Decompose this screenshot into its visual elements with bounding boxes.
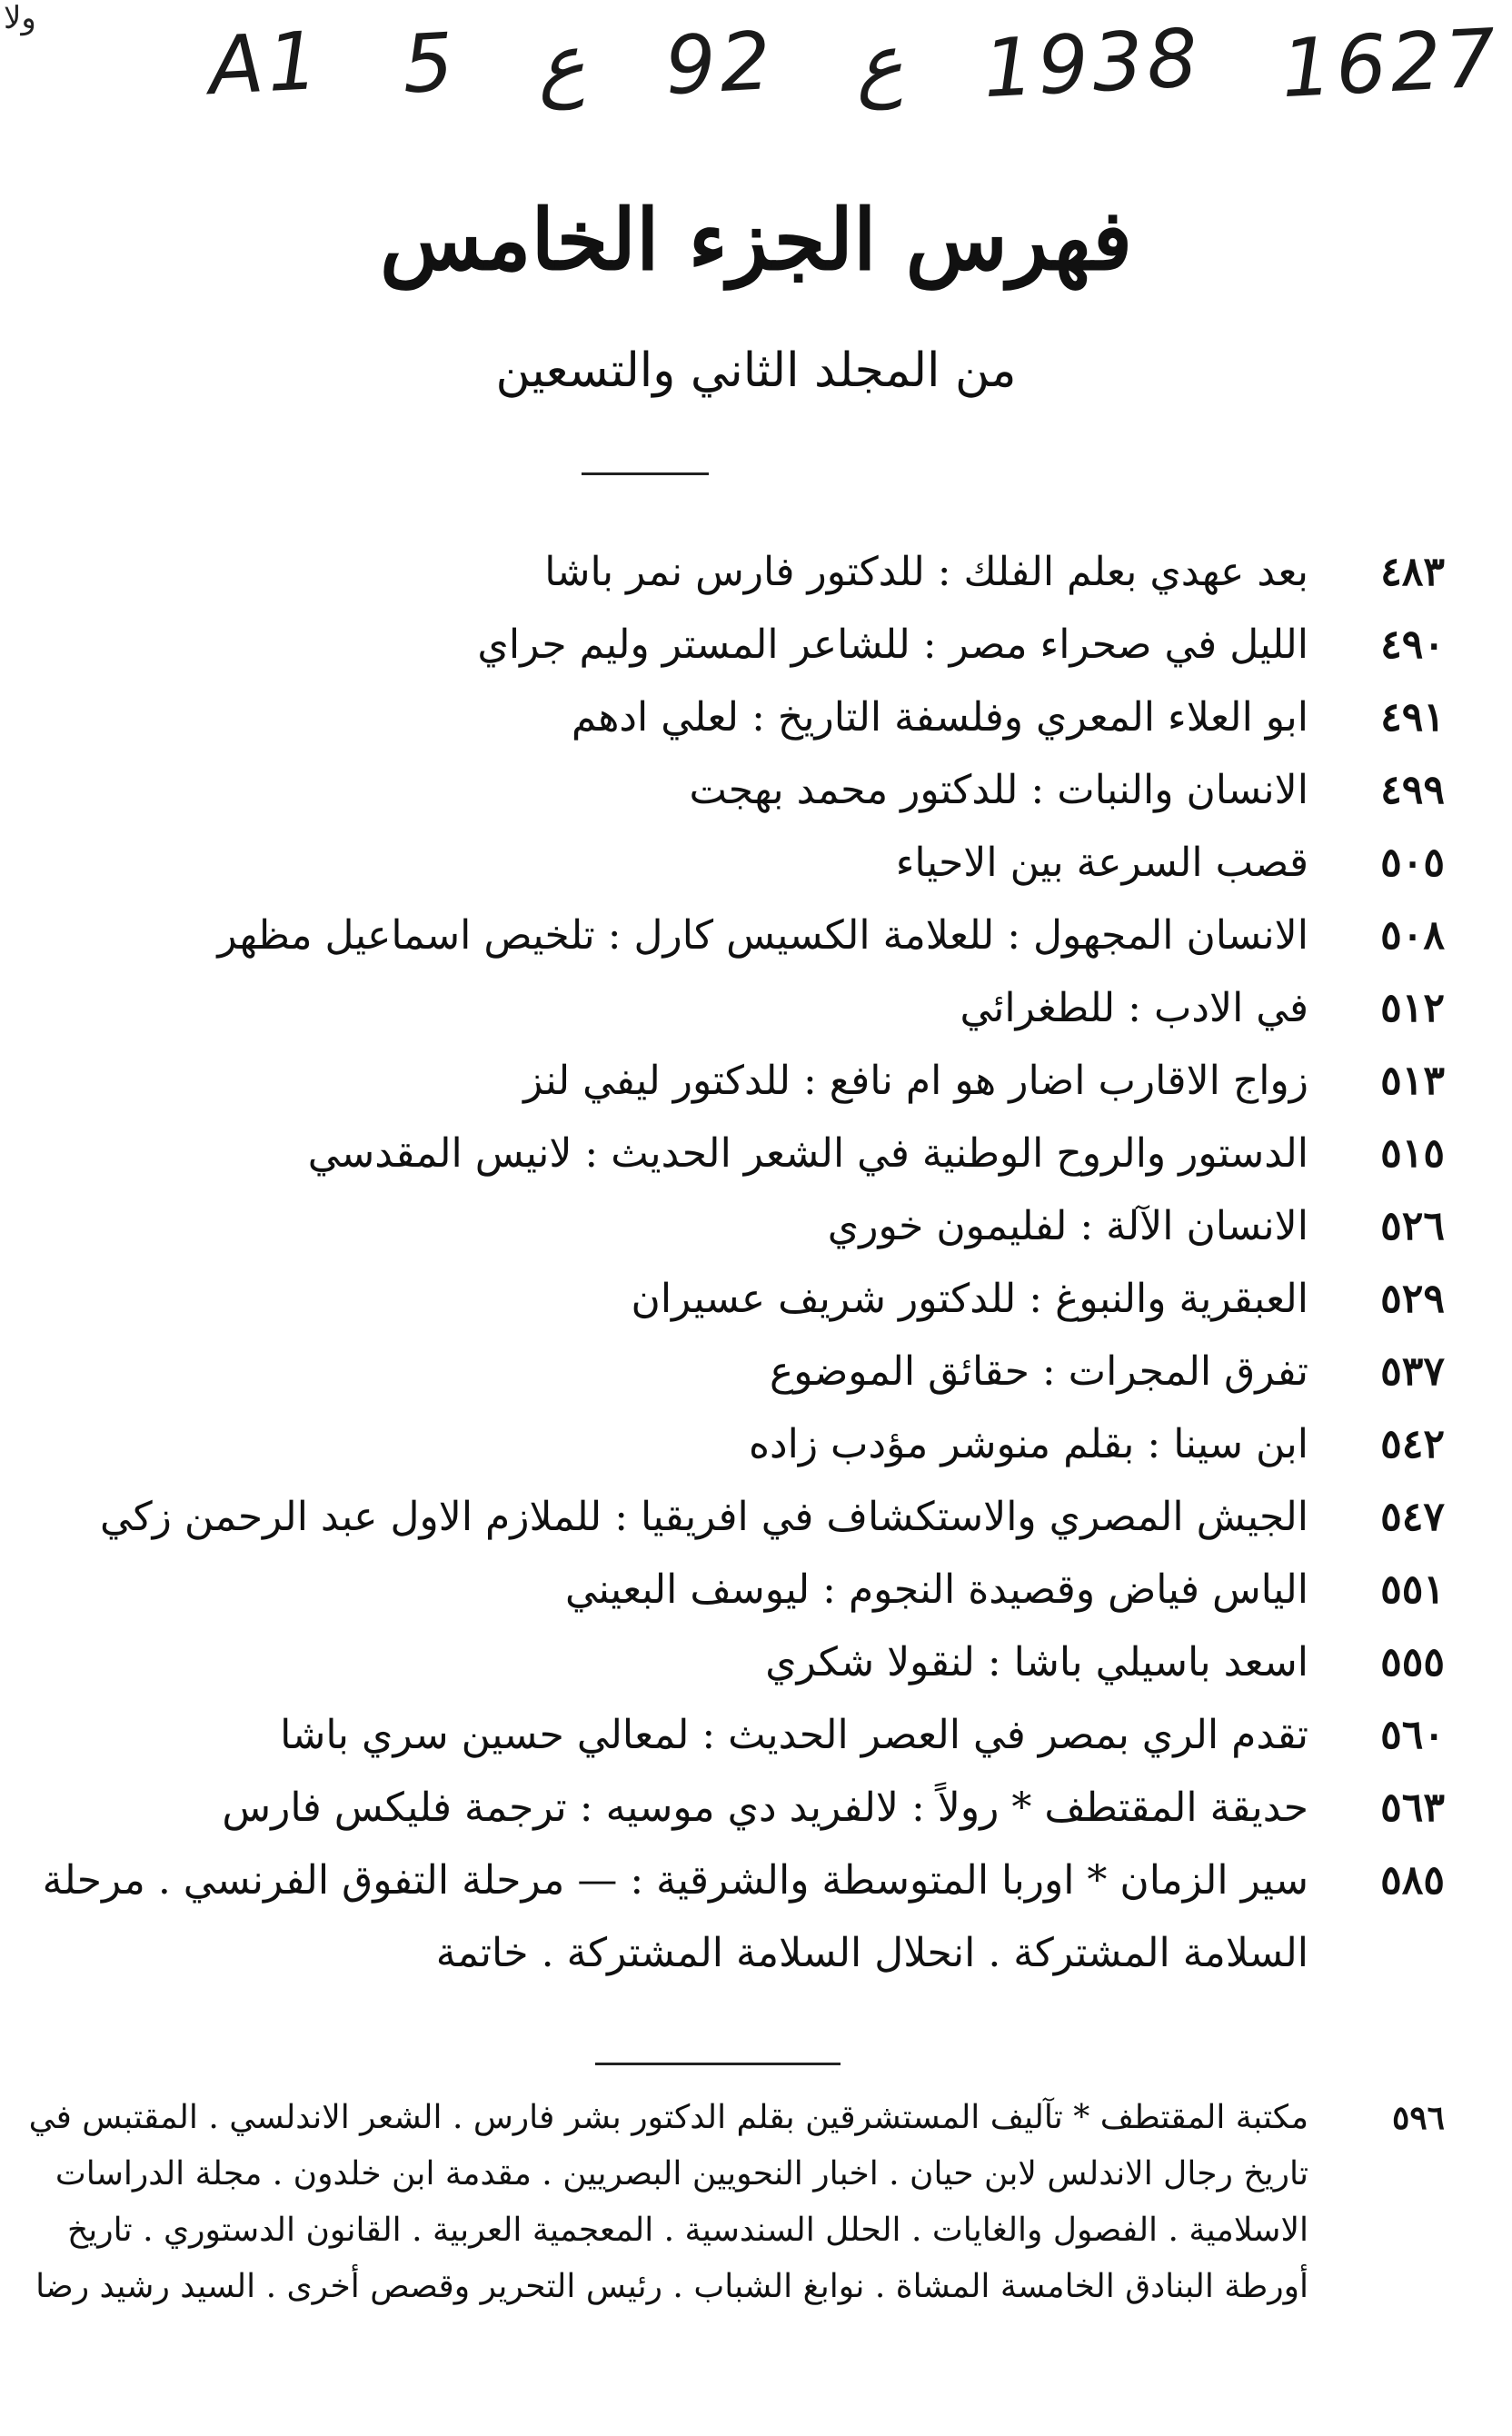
toc-entry [27,1408,1445,1481]
page-number: ٥١٣ [1380,1058,1445,1104]
toc-entry [27,1263,1445,1336]
toc-entry [27,972,1445,1045]
page-number: ٥٠٥ [1380,840,1445,886]
entry-title: ابو العلاء المعري وفلسفة التاريخ : لعلي ادهم [571,694,1308,741]
toc-entry [27,536,1445,609]
toc-entry [27,1190,1445,1263]
toc-entry [27,681,1445,754]
page-number: ٥٢٩ [1380,1276,1445,1322]
page-title: فهرس الجزء الخامس [379,191,1133,289]
toc-entry [27,1699,1445,1772]
entry-title: قصب السرعة بين الاحياء [895,840,1308,886]
page-number: ٥٤٧ [1380,1494,1445,1540]
annotation-item: ع [851,15,905,112]
handwritten-catalog-annotation [206,10,1502,116]
entry-title: ابن سينا : بقلم منوشر مؤدب زاده [748,1421,1308,1467]
entry-title: الانسان والنبات : للدكتور محمد بهجت [689,767,1308,813]
page-number: ٥٣٧ [1380,1348,1445,1395]
entry-title: اسعد باسيلي باشا : لنقولا شكري [765,1639,1308,1685]
toc-entry [27,754,1445,827]
toc-entry [27,1481,1445,1554]
entry-title: الياس فياض وقصيدة النجوم : ليوسف البعيني [564,1566,1308,1613]
page-number: ٤٩١ [1380,694,1445,741]
page-number: ٥٠٨ [1380,912,1445,959]
library-section [27,2090,1445,2315]
page-number: ٥٢٦ [1380,1203,1445,1249]
entry-title: العبقرية والنبوغ : للدكتور شريف عسيران [631,1276,1308,1322]
entry-title: سير الزمان * اوربا المتوسطة والشرقية : — مرحلة التفوق الفرنسي . مرحلة السلامة المشتركة . انحلال السلامة المشتركة . خاتمة [42,1857,1308,1976]
entry-title: الدستور والروح الوطنية في الشعر الحديث : لانيس المقدسي [307,1130,1308,1177]
toc-entry [27,1626,1445,1699]
entry-title: الليل في صحراء مصر : للشاعر المستر وليم جراي [477,621,1308,668]
entry-title: حديقة المقتطف * رولاً : لالفريد دي موسيه : ترجمة فليكس فارس [222,1785,1308,1831]
page-subtitle: من المجلد الثاني والتسعين [495,343,1017,398]
entry-title: الانسان المجهول : للعلامة الكسيس كارل : تلخيص اسماعيل مظهر [217,912,1308,959]
section-divider [595,2063,841,2065]
annotation-item: 1627 [1278,10,1502,116]
toc-entry [27,609,1445,681]
entry-title: الانسان الآلة : لفليمون خوري [827,1203,1308,1249]
entry-title: مكتبة المقتطف * تآليف المستشرقين بقلم الدكتور بشر فارس . الشعر الاندلسي . المقتبس في تاريخ رجال الاندلس لابن حيان . اخبار النحويين البصريين . مقدمة ابن خلدون . مجلة الدراسات الاسلامية . الفصول والغايات . الحلل السندسية . المعجمية العربية . القانون الدستوري . تاريخ أورطة البنادق الخامسة المشاة . نوابغ الشباب . رئيس التحرير وقصص أخرى . السيد رشيد رضا [28,2099,1308,2305]
page-number: ٥١٥ [1380,1130,1445,1177]
page-number: ٥١٢ [1380,985,1445,1031]
annotation-item: 92 [662,13,777,114]
entry-title: تفرق المجرات : حقائق الموضوع [769,1348,1308,1395]
page-number: ٥٥١ [1380,1566,1445,1613]
toc-entry [27,1118,1445,1190]
page-number: ٥٦٠ [1380,1712,1445,1758]
corner-mark: ولا [4,0,36,36]
annotation-item: A1 [206,13,324,114]
entry-title: زواج الاقارب اضار هو ام نافع : للدكتور ليفي لنز [523,1058,1308,1104]
toc-entry [27,1844,1445,1990]
page-number: ٥٤٢ [1380,1421,1445,1467]
page-number: ٤٩٩ [1380,767,1445,813]
page-number: ٤٩٠ [1380,621,1445,668]
page-number: ٥٨٥ [1380,1857,1445,1904]
entry-title: بعد عهدي بعلم الفلك : للدكتور فارس نمر باشا [544,549,1308,595]
entry-title: تقدم الري بمصر في العصر الحديث : لمعالي حسين سري باشا [280,1712,1308,1758]
annotation-item: 5 [400,15,460,112]
toc-entry [27,827,1445,900]
toc-entry [27,1554,1445,1626]
toc-entry [27,1336,1445,1408]
annotation-item: ع [534,15,588,112]
title-divider [582,472,709,475]
table-of-contents [27,536,1445,1990]
annotation-item: 1938 [980,10,1204,116]
page-number: ٤٨٣ [1380,549,1445,595]
toc-entry [27,900,1445,972]
toc-entry [27,1772,1445,1844]
page-number: ٥٥٥ [1380,1639,1445,1685]
page-number: ٥٦٣ [1380,1785,1445,1831]
entry-title: في الادب : للطغرائي [960,985,1308,1031]
toc-entry [27,1045,1445,1118]
toc-entry [27,2090,1445,2315]
page-number: ٥٩٦ [1391,2099,1445,2137]
entry-title: الجيش المصري والاستكشاف في افريقيا : للملازم الاول عبد الرحمن زكي [100,1494,1308,1540]
